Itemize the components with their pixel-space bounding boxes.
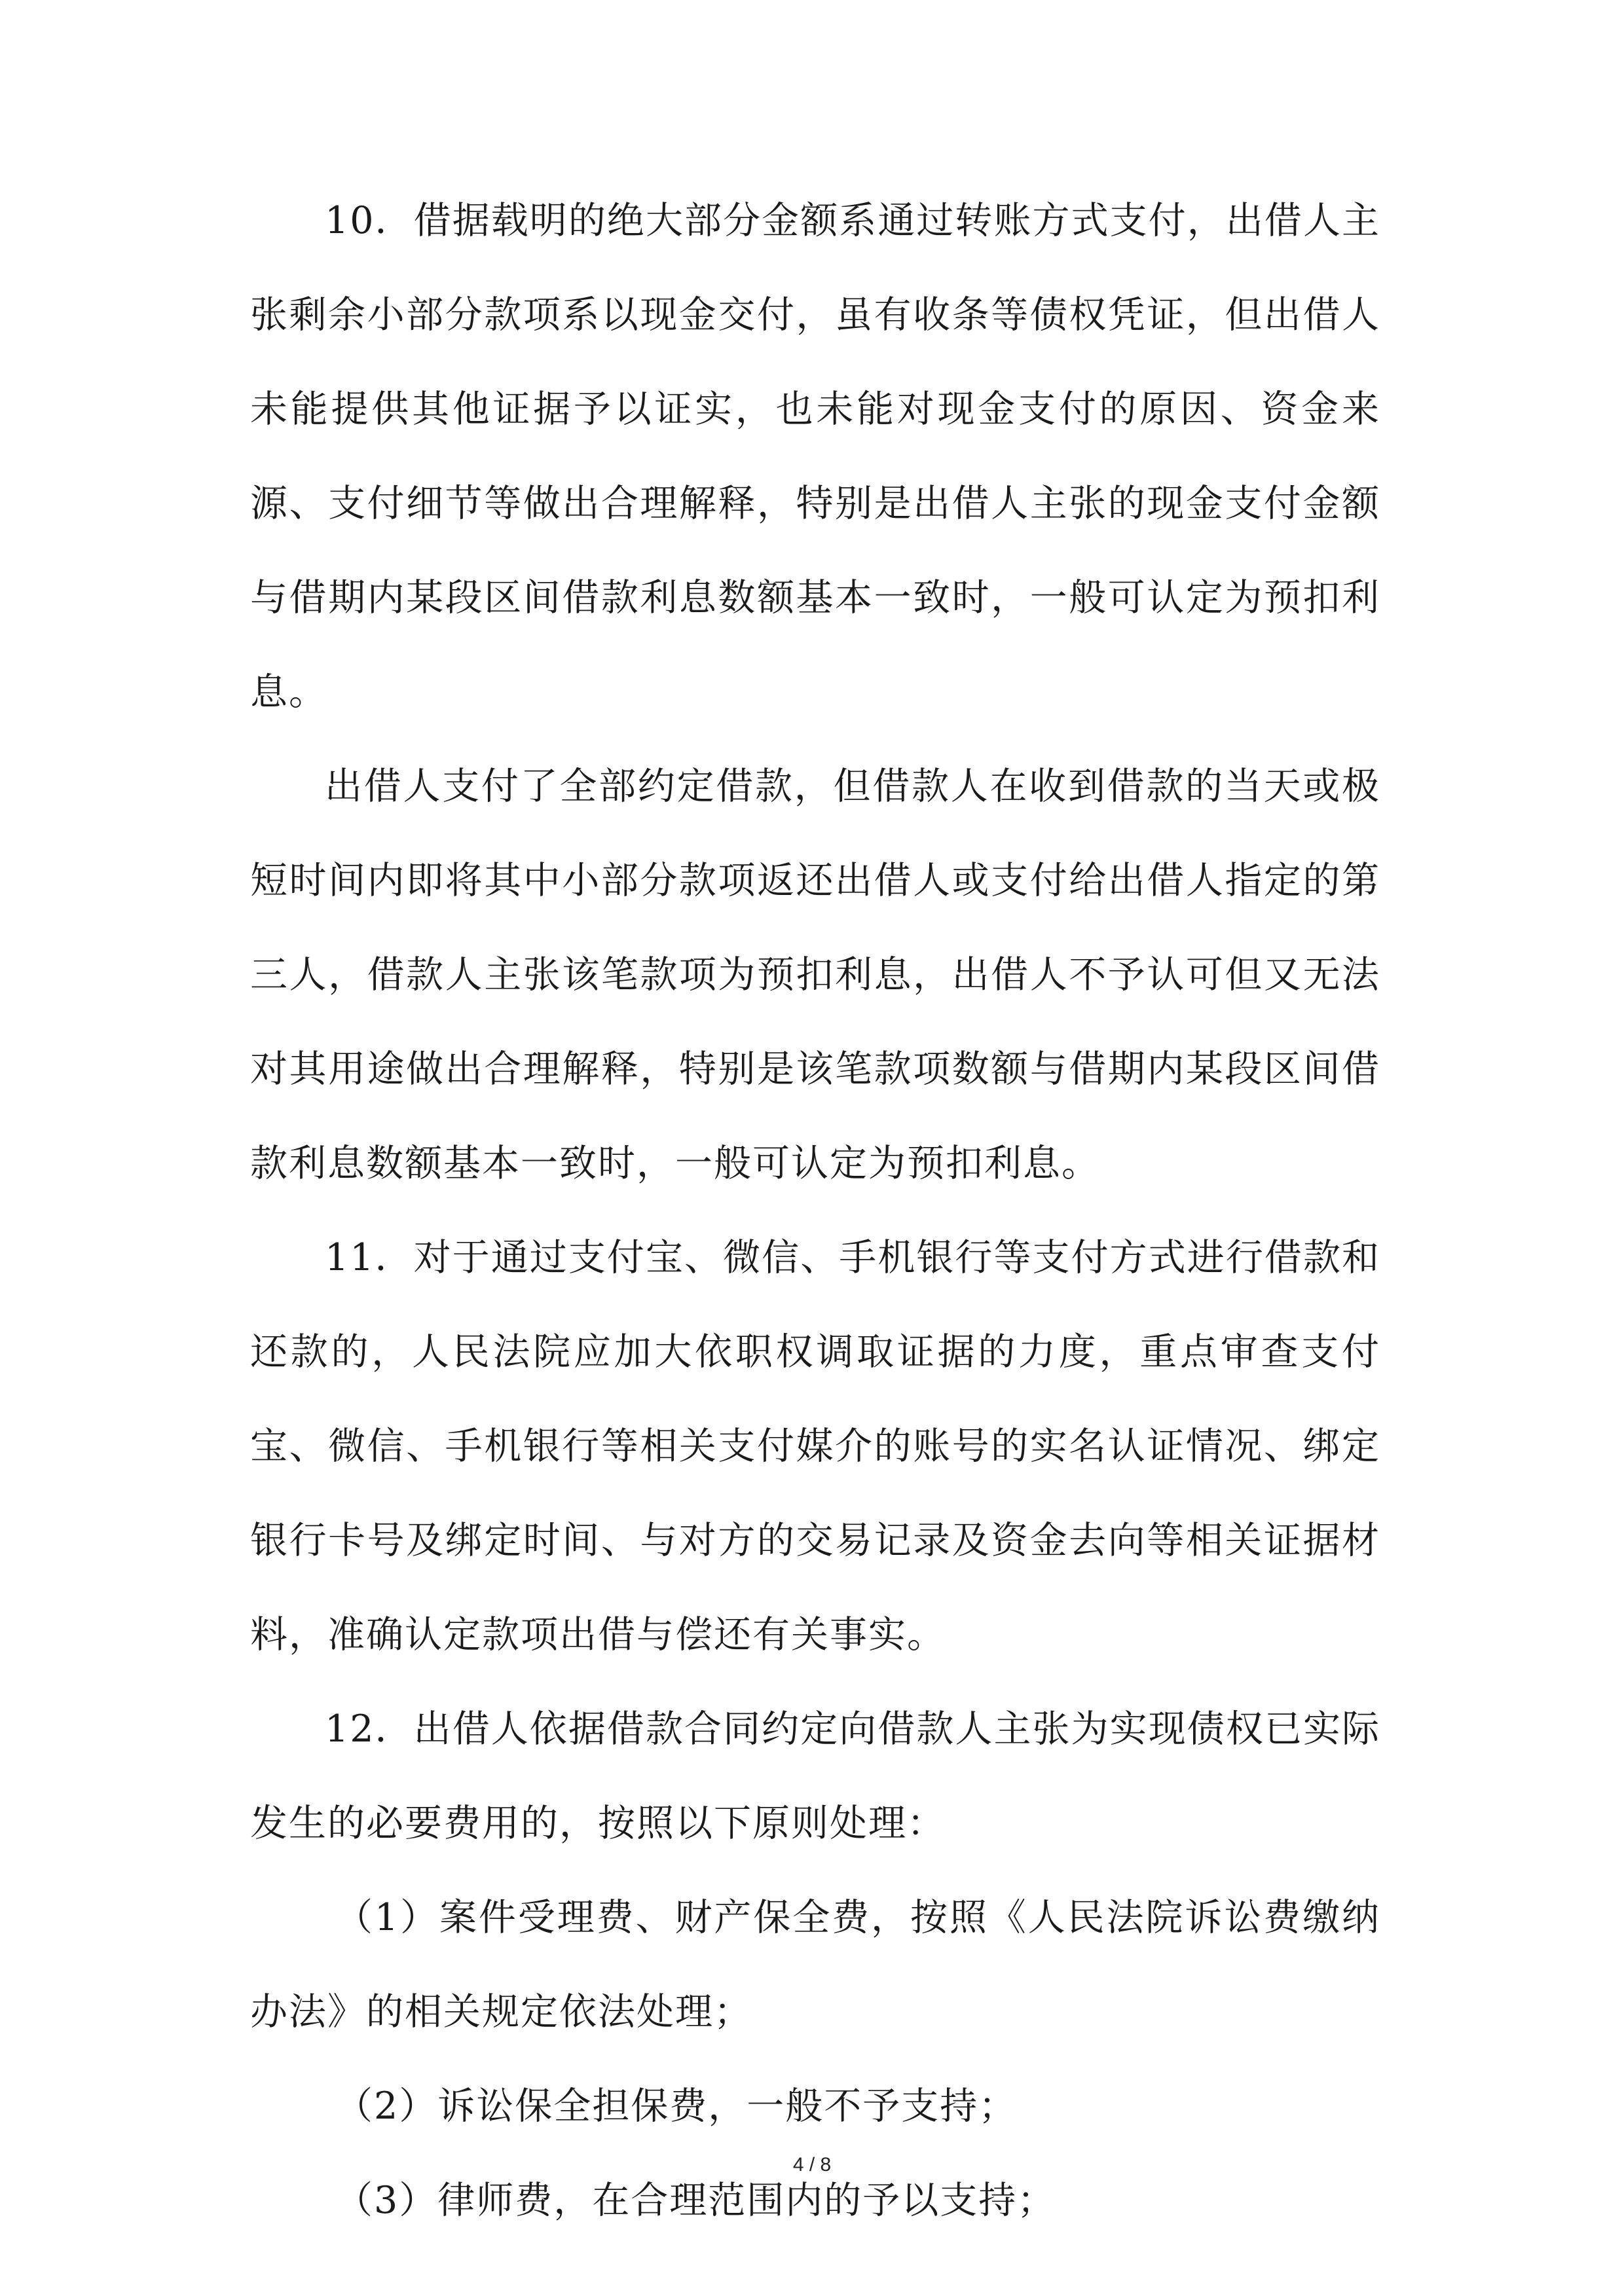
list-item-2: （2）诉讼保全担保费，一般不予支持； (335, 2085, 1018, 2128)
document-body (250, 173, 1380, 2248)
page-number: 4 / 8 (792, 2154, 832, 2176)
paragraph-12: 12．出借人依据借款合同约定向借款人主张为实现债权已实际发生的必要费用的，按照以下原则处理： (250, 1707, 1380, 1845)
list-item-3: （3）律师费，在合理范围内的予以支持； (335, 2179, 1056, 2222)
paragraph-10-continued: 出借人支付了全部约定借款，但借款人在收到借款的当天或极短时间内即将其中小部分款项返还出借人或支付给出借人指定的第三人，借款人主张该笔款项为预扣利息，出借人不予认可但又无法对其用途做出合理解释，特别是该笔款项数额与借期内某段区间借款利息数额基本一致时，一般可认定为预扣利息。 (250, 765, 1380, 1185)
list-item-1: （1）案件受理费、财产保全费，按照《人民法院诉讼费缴纳办法》的相关规定依法处理； (250, 1896, 1380, 2033)
paragraph-11: 11．对于通过支付宝、微信、手机银行等支付方式进行借款和还款的，人民法院应加大依职权调取证据的力度，重点审查支付宝、微信、手机银行等相关支付媒介的账号的实名认证情况、绑定银行卡号及绑定时间、与对方的交易记录及资金去向等相关证据材料，准确认定款项出借与偿还有关事实。 (250, 1236, 1380, 1656)
paragraph-10: 10．借据载明的绝大部分金额系通过转账方式支付，出借人主张剩余小部分款项系以现金交付，虽有收条等债权凭证，但出借人未能提供其他证据予以证实，也未能对现金支付的原因、资金来源、支付细节等做出合理解释，特别是出借人主张的现金支付金额与借期内某段区间借款利息数额基本一致时，一般可认定为预扣利息。 (250, 199, 1380, 714)
